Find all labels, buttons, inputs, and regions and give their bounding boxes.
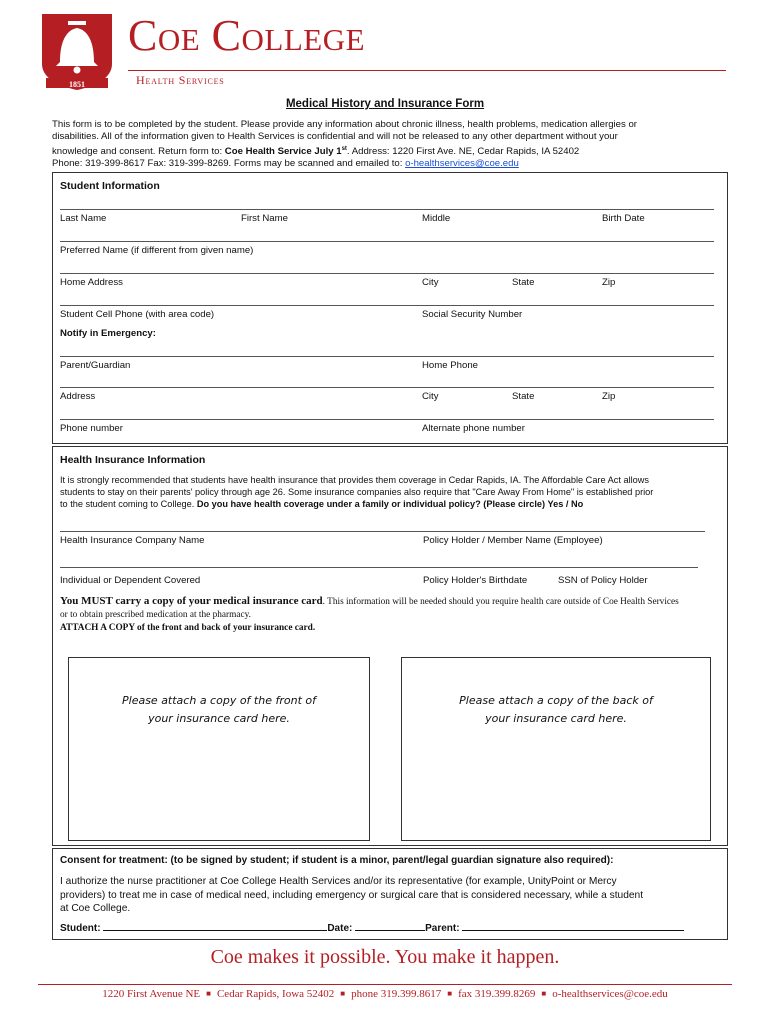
insurance-intro: It is strongly recommended that students have health insurance that provides them coverage in Cedar Rapids, IA. The Affordable Care Act allows students to stay on their parents' policy through age 26. Some insurance companies also require that "Care Away From Home" is established prior to the student coming to College. Do you have health coverage under a family or individual policy? (Please circle) Yes / No [60, 475, 654, 509]
state-label: State [512, 277, 535, 288]
phone-label: Phone number [60, 423, 123, 434]
field-line[interactable] [60, 567, 698, 568]
insurance-section [52, 446, 728, 846]
policy-holder-label: Policy Holder / Member Name (Employee) [423, 535, 603, 546]
parent-signature-line[interactable] [462, 930, 684, 931]
home-phone-label: Home Phone [422, 360, 478, 371]
student-info-section [52, 172, 728, 444]
intro-text: This form is to be completed by the student. Please provide any information about chronic illness, health problems, medication allergies or disabilities. All of the information given to Health Services is confidential and will not be released to any other department without your knowledge and consent. Return form to: Coe Health Service July 1st. Address: 1220 First Ave. NE, Cedar Rapids, IA 52402 Phone: 319-399-8617 Fax: 319-399-8269. Forms may be scanned and emailed to: o-healthservices@coe.edu [52, 119, 637, 170]
field-line[interactable] [60, 356, 714, 357]
city-label: City [422, 277, 439, 288]
brand-subtitle: Health Services [136, 73, 225, 87]
field-line[interactable] [60, 305, 714, 306]
slogan: Coe makes it possible. You make it happen. [210, 946, 560, 968]
college-logo [38, 12, 116, 92]
last-name-label: Last Name [60, 213, 107, 224]
footer-phone: phone 319.399.8617 [351, 988, 442, 1000]
parent-signature-label: Parent: [425, 923, 463, 934]
footer-contact: 1220 First Avenue NE ■ Cedar Rapids, Iowa 52402 ■ phone 319.399.8617 ■ fax 319.399.8269 ■ o-healthservices@coe.edu [102, 988, 668, 1000]
zip-label: Zip [602, 277, 616, 288]
section-title: Health Insurance Information [60, 454, 206, 466]
attach-instruction: ATTACH A COPY of the front and back of your insurance card. [60, 623, 316, 633]
ssn-label: Social Security Number [422, 309, 523, 320]
card-front-area[interactable]: Please attach a copy of the front of your insurance card here. [68, 657, 370, 841]
consent-text: I authorize the nurse practitioner at Coe College Health Services and/or its representative (for example, UnityPoint or Mercy providers) to treat me in case of medical need, including emergency or surgical care that is considered necessary, while a student at Coe College. [60, 876, 644, 914]
form-title: Medical History and Insurance Form [285, 98, 485, 110]
emergency-heading: Notify in Emergency: [60, 328, 156, 339]
date-line[interactable] [355, 930, 425, 931]
footer-email: o-healthservices@coe.edu [552, 988, 668, 1000]
footer-city: Cedar Rapids, Iowa 52402 [216, 988, 335, 1000]
holder-ssn-label: SSN of Policy Holder [558, 575, 648, 586]
field-line[interactable] [60, 241, 714, 242]
footer-fax: fax 319.399.8269 [458, 988, 536, 1000]
email-link[interactable]: o-healthservices@coe.edu [405, 158, 519, 170]
field-line[interactable] [60, 273, 714, 274]
insurance-card-notice: You MUST carry a copy of your medical insurance card. This information will be needed should you require health care outside of Coe Health Services or to obtain prescribed medication at the pharmacy. [60, 595, 679, 620]
covered-label: Individual or Dependent Covered [60, 575, 201, 586]
home-address-label: Home Address [60, 277, 123, 288]
date-label: Date [327, 923, 350, 934]
consent-section [52, 848, 728, 940]
city-label: City [422, 391, 439, 402]
field-line[interactable] [60, 209, 714, 210]
birth-date-label: Birth Date [602, 213, 645, 224]
brand-name: Coe College [128, 11, 366, 60]
state-label: State [512, 391, 535, 402]
consent-title: Consent for treatment: (to be signed by student; if student is a minor, parent/legal guardian signature also required): [60, 855, 614, 866]
company-label: Health Insurance Company Name [60, 535, 205, 546]
address-label: Address [60, 391, 96, 402]
preferred-name-label: Preferred Name (if different from given name) [60, 245, 254, 256]
header-rule [128, 70, 726, 71]
field-line[interactable] [60, 387, 714, 388]
alt-phone-label: Alternate phone number [422, 423, 525, 434]
signature-row: Student: Date: Parent: [60, 923, 684, 934]
footer-address: 1220 First Avenue NE [102, 988, 201, 1000]
field-line[interactable] [60, 419, 714, 420]
footer-rule [38, 984, 732, 985]
middle-label: Middle [422, 213, 451, 224]
student-signature-line[interactable] [103, 930, 327, 931]
card-back-area[interactable]: Please attach a copy of the back of your insurance card here. [401, 657, 711, 841]
cell-phone-label: Student Cell Phone (with area code) [60, 309, 215, 320]
logo-year: 1851 [69, 80, 85, 89]
holder-birthdate-label: Policy Holder's Birthdate [423, 575, 528, 586]
student-signature-label: Student: [60, 923, 104, 934]
zip-label: Zip [602, 391, 616, 402]
parent-label: Parent/Guardian [60, 360, 131, 371]
first-name-label: First Name [241, 213, 288, 224]
section-title: Student Information [60, 180, 160, 192]
field-line[interactable] [60, 531, 705, 532]
